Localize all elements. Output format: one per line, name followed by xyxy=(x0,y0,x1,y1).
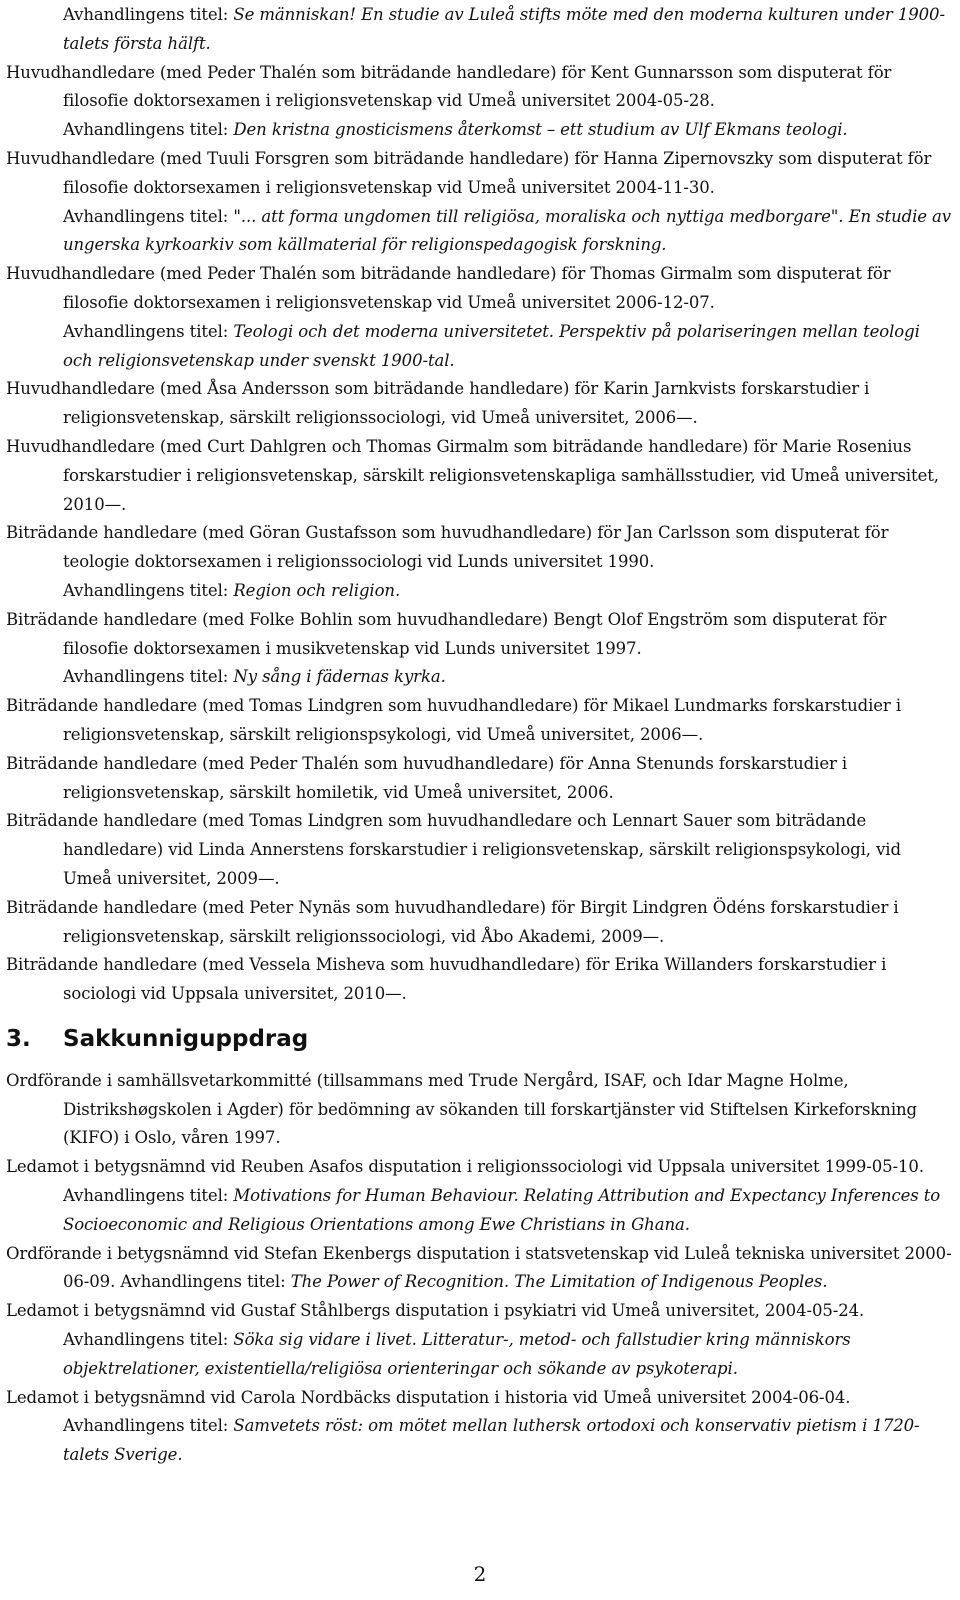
list-item xyxy=(6,375,952,433)
entry-text: Ledamot i betygsnämnd vid Gustaf Ståhlbergs disputation i psykiatri vid Umeå universitet, 2004-05-24. Avhandlingens titel: xyxy=(6,1301,865,1350)
entry-text: Ledamot i betygsnämnd vid Carola Nordbäcks disputation i historia vid Umeå universitet 2004-06-04. xyxy=(6,1387,851,1407)
title-prefix: Avhandlingens titel: xyxy=(63,321,234,341)
document-body xyxy=(6,1,952,1470)
list-item xyxy=(6,260,952,375)
title-prefix: Avhandlingens titel: " xyxy=(63,206,241,226)
entry-text: Biträdande handledare (med Tomas Lindgren som huvudhandledare och Lennart Sauer som biträdande handledare) vid Linda Annerstens forskarstudier i religionsvetenskap, särskilt religionspsykologi, vid Umeå universitet, 2009—. xyxy=(6,811,901,888)
list-item xyxy=(6,1240,952,1298)
entry-text: Biträdande handledare (med Tomas Lindgren som huvudhandledare) för Mikael Lundmarks forskarstudier i religionsvetenskap, särskilt religionspsykologi, vid Umeå universitet, 2006—. xyxy=(6,696,902,744)
list-item xyxy=(6,750,952,808)
thesis-title: Region och religion. xyxy=(233,580,401,600)
thesis-title: Teologi och det moderna universitetet. Perspektiv på polariseringen mellan teologi och religionsvetenskap under svenskt 1900-tal. xyxy=(63,321,920,370)
list-item xyxy=(6,1153,952,1239)
title-prefix: Avhandlingens titel: xyxy=(63,580,234,600)
thesis-title: Motivations for Human Behaviour. Relating Attribution and Expectancy Inferences to Socioeconomic and Religious Orientations among Ewe Christians in Ghana. xyxy=(63,1186,941,1234)
section-heading xyxy=(6,1023,952,1055)
entry-text: Biträdande handledare (med Folke Bohlin som huvudhandledare) Bengt Olof Engström som disputerat för filosofie doktorsexamen i musikvetenskap vid Lunds universitet 1997. xyxy=(6,609,887,658)
list-item xyxy=(6,1067,952,1153)
list-item xyxy=(6,606,952,692)
list-item xyxy=(6,1297,952,1383)
section-title: Sakkunniguppdrag xyxy=(63,1025,309,1052)
entry-text: Ordförande i samhällsvetarkommitté (tillsammans med Trude Nergård, ISAF, och Idar Magne Holme, Distrikshøgskolen i Agder) för bedömning av sökanden till forskartjänster vid Stiftelsen Kirkeforskning (KIFO) i Oslo, våren 1997. xyxy=(6,1070,917,1148)
list-item xyxy=(6,145,952,260)
list-item xyxy=(6,692,952,750)
list-item xyxy=(6,807,952,893)
entry-text: Huvudhandledare (med Curt Dahlgren och Thomas Girmalm som biträdande handledare) för Marie Rosenius forskarstudier i religionsvetenskap, särskilt religionsvetenskapliga samhällsstudier, vid Umeå universitet, 2010—. xyxy=(6,436,939,514)
entry-text: Biträdande handledare (med Göran Gustafsson som huvudhandledare) för Jan Carlsson som disputerat för teologie doktorsexamen i religionssociologi vid Lunds universitet 1990. xyxy=(6,523,889,572)
entry-text: Biträdande handledare (med Vessela Misheva som huvudhandledare) för Erika Willanders forskarstudier i sociologi vid Uppsala universitet, 2010—. xyxy=(6,955,887,1004)
list-item xyxy=(6,951,952,1009)
list-item xyxy=(6,1,952,59)
list-item xyxy=(6,59,952,145)
entry-text: Ordförande i betygsnämnd vid Stefan Ekenbergs disputation i statsvetenskap vid Luleå tekniska universitet 2000-06-09. Avhandlingens titel: xyxy=(6,1243,952,1292)
title-prefix: Avhandlingens titel: xyxy=(63,1416,234,1436)
thesis-title: Ny sång i fädernas kyrka. xyxy=(233,667,446,687)
title-prefix: Avhandlingens titel: xyxy=(63,120,234,140)
thesis-title: The Power of Recognition. The Limitation of Indigenous Peoples. xyxy=(290,1272,828,1292)
list-item xyxy=(6,894,952,952)
thesis-title: Söka sig vidare i livet. Litteratur-, metod- och fallstudier kring människors objektrelationer, existentiella/religiösa orienteringar och sökande av psykoterapi. xyxy=(63,1330,851,1378)
entry-text: Huvudhandledare (med Tuuli Forsgren som biträdande handledare) för Hanna Zipernovszky som disputerat för filosofie doktorsexamen i religionsvetenskap vid Umeå universitet 2004-11-30. xyxy=(6,148,932,197)
entry-text: Ledamot i betygsnämnd vid Reuben Asafos disputation i religionssociologi vid Uppsala universitet 1999-05-10. Avhandlingens titel: xyxy=(6,1157,924,1206)
list-item xyxy=(6,1384,952,1470)
thesis-title: Den kristna gnosticismens återkomst – ett studium av Ulf Ekmans teologi. xyxy=(233,120,848,140)
page-number: 2 xyxy=(473,1562,487,1586)
entry-text: Huvudhandledare (med Peder Thalén som biträdande handledare) för Thomas Girmalm som disputerat för filosofie doktorsexamen i religionsvetenskap vid Umeå universitet 2006-12-07. xyxy=(6,264,891,312)
entry-text: Huvudhandledare (med Åsa Andersson som biträdande handledare) för Karin Jarnkvists forskarstudier i religionsvetenskap, särskilt religionssociologi, vid Umeå universitet, 2006—. xyxy=(6,379,870,428)
thesis-title: ... att forma ungdomen till religiösa, moraliska och nyttiga medborgare". En studie av ungerska kyrkoarkiv som källmaterial för religionspedagogisk forskning. xyxy=(63,206,952,255)
title-prefix: Avhandlingens titel: xyxy=(63,667,234,687)
thesis-title: Samvetets röst: om mötet mellan luthersk ortodoxi och konservativ pietism i 1720-talets Sverige. xyxy=(63,1416,920,1465)
entry-text: Huvudhandledare (med Peder Thalén som biträdande handledare) för Kent Gunnarsson som disputerat för filosofie doktorsexamen i religionsvetenskap vid Umeå universitet 2004-05-28. xyxy=(6,62,892,111)
entry-text: Biträdande handledare (med Peder Thalén som huvudhandledare) för Anna Stenunds forskarstudier i religionsvetenskap, särskilt homiletik, vid Umeå universitet, 2006. xyxy=(6,753,848,802)
thesis-title: Se människan! En studie av Luleå stifts möte med den moderna kulturen under 1900-talets första hälft. xyxy=(63,5,945,53)
title-prefix: Avhandlingens titel: xyxy=(63,5,234,24)
section-number: 3. xyxy=(6,1025,31,1052)
entry-text: Biträdande handledare (med Peter Nynäs som huvudhandledare) för Birgit Lindgren Ödéns forskarstudier i religionsvetenskap, särskilt religionssociologi, vid Åbo Akademi, 2009—. xyxy=(6,897,899,946)
list-item xyxy=(6,433,952,519)
list-item xyxy=(6,519,952,605)
